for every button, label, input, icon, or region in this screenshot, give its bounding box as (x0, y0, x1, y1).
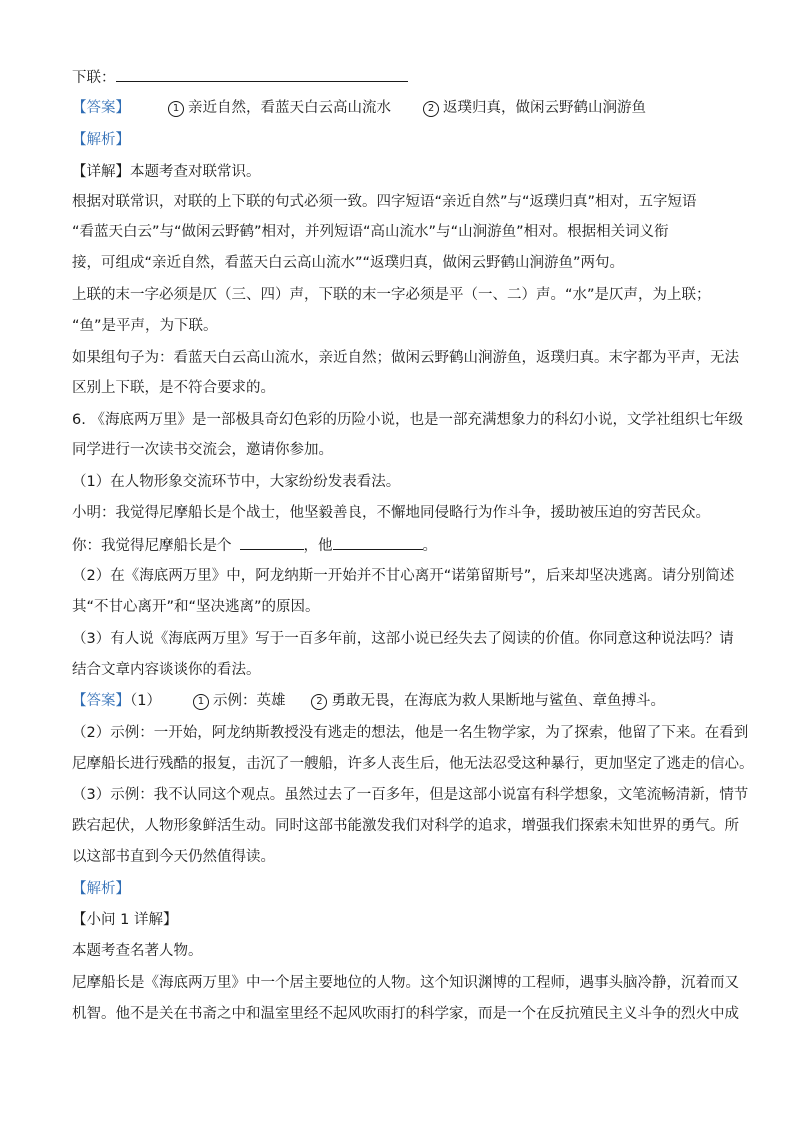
q5-para2-line2: “鱼”是平声，为下联。 (72, 318, 218, 334)
q6-answer-2: 勇敢无畏，在海底为救人果断地与鲨鱼、章鱼搏斗。 (331, 693, 665, 709)
blank-1 (240, 534, 304, 550)
q5-answer-line (72, 98, 732, 118)
q5-para2-line1: 上联的末一字必须是仄（三、四）声，下联的末一字必须是平（一、二）声。“水”是仄声，为上联； (72, 287, 711, 303)
circled-number-2: 2 (311, 694, 327, 710)
q6-answer-line (72, 691, 732, 711)
q5-para3-line2: 区别上下联，是不符合要求的。 (72, 380, 275, 396)
q5-para1-line1: 根据对联常识，对联的上下联的句式必须一致。四字短语“亲近自然”与“返璞归真”相对，五字短语 (72, 194, 697, 210)
answer-tag: 【答案】 (72, 693, 130, 709)
q6-sub3-line1: （3）有人说《海底两万里》写于一百多年前，这部小说已经失去了阅读的价值。你同意这种说法吗？请 (72, 631, 734, 647)
q6-a2-line2: 尼摩船长进行残酷的报复，击沉了一艘船，许多人丧生后，他无法忍受这种暴行，更加坚定了逃走的信心。 (72, 756, 754, 772)
q6-sub2-line1: （2）在《海底两万里》中，阿龙纳斯一开始并不甘心离开“诺第留斯号”，后来却坚决逃离。请分别简述 (72, 568, 735, 584)
q6-you-line (72, 534, 732, 556)
xia-lian-line (72, 66, 732, 88)
q6-answer-num: （1） (130, 693, 161, 709)
q6-stem-line1: 6. 《海底两万里》是一部极具奇幻色彩的历险小说，也是一部充满想象力的科幻小说，文学社组织七年级 (72, 412, 743, 428)
analysis-tag: 【解析】 (72, 881, 130, 897)
answer-tag: 【答案】 (72, 100, 130, 116)
q5-para3-line1: 如果组句子为：看蓝天白云高山流水，亲近自然；做闲云野鹤山涧游鱼，返璞归真。末字都为平声，无法 (72, 350, 739, 366)
q6-a3-line2: 跌宕起伏，人物形象鲜活生动。同时这部书能激发我们对科学的追求，增强我们探索未知世界的勇气。所 (72, 818, 739, 834)
sub1-line3: 机智。他不是关在书斋之中和温室里经不起风吹雨打的科学家，而是一个在反抗殖民主义斗争的烈火中成 (72, 1006, 739, 1022)
sub1-detail: 【小问 1 详解】 (72, 912, 178, 928)
q6-sub3-line2: 结合文章内容谈谈你的看法。 (72, 662, 261, 678)
blank-2 (333, 534, 423, 550)
q6-you-end: 。 (422, 538, 437, 554)
q5-answer-1: 亲近自然，看蓝天白云高山流水 (188, 100, 391, 116)
q6-sub2-line2: 其“不甘心离开”和“坚决逃离”的原因。 (72, 599, 320, 615)
q6-a3-line3: 以这部书直到今天仍然值得读。 (72, 849, 275, 865)
q5-answer-2: 返璞归真，做闲云野鹤山涧游鱼 (443, 100, 646, 116)
q6-sub1: （1）在人物形象交流环节中，大家纷纷发表看法。 (72, 474, 401, 490)
xia-lian-label: 下联： (72, 70, 116, 86)
q5-para1-line2: “看蓝天白云”与“做闲云野鹤”相对，并列短语“高山流水”与“山涧游鱼”相对。根据相关词义衔 (72, 224, 669, 240)
circled-number-1: 1 (168, 101, 184, 117)
q6-you-prefix: 你：我觉得尼摩船长是个 (72, 538, 232, 554)
q6-xiaoming: 小明：我觉得尼摩船长是个战士，他坚毅善良，不懈地同侵略行为作斗争，援助被压迫的穷苦民众。 (72, 505, 710, 521)
sub1-line2: 尼摩船长是《海底两万里》中一个居主要地位的人物。这个知识渊博的工程师，遇事头脑冷静，沉着而又 (72, 975, 739, 991)
analysis-tag: 【解析】 (72, 132, 130, 148)
q5-para1-line3: 接，可组成“亲近自然，看蓝天白云高山流水”“返璞归真，做闲云野鹤山涧游鱼”两句。 (72, 255, 625, 271)
q6-answer-1: 示例：英雄 (212, 693, 286, 709)
q5-detail: 【详解】本题考查对联常识。 (72, 164, 261, 180)
circled-number-1: 1 (193, 694, 209, 710)
q6-a2-line1: （2）示例：一开始，阿龙纳斯教授没有逃走的想法，他是一名生物学家，为了探索，他留了下来。在看到 (72, 725, 749, 741)
circled-number-2: 2 (423, 101, 439, 117)
q6-you-mid: ，他 (303, 538, 333, 554)
sub1-line1: 本题考查名著人物。 (72, 943, 203, 959)
q6-a3-line1: （3）示例：我不认同这个观点。虽然过去了一百多年，但是这部小说富有科学想象，文笔流畅清新，情节 (72, 787, 749, 803)
answer-blank (116, 66, 408, 82)
q6-stem-line2: 同学进行一次读书交流会，邀请你参加。 (72, 442, 333, 458)
